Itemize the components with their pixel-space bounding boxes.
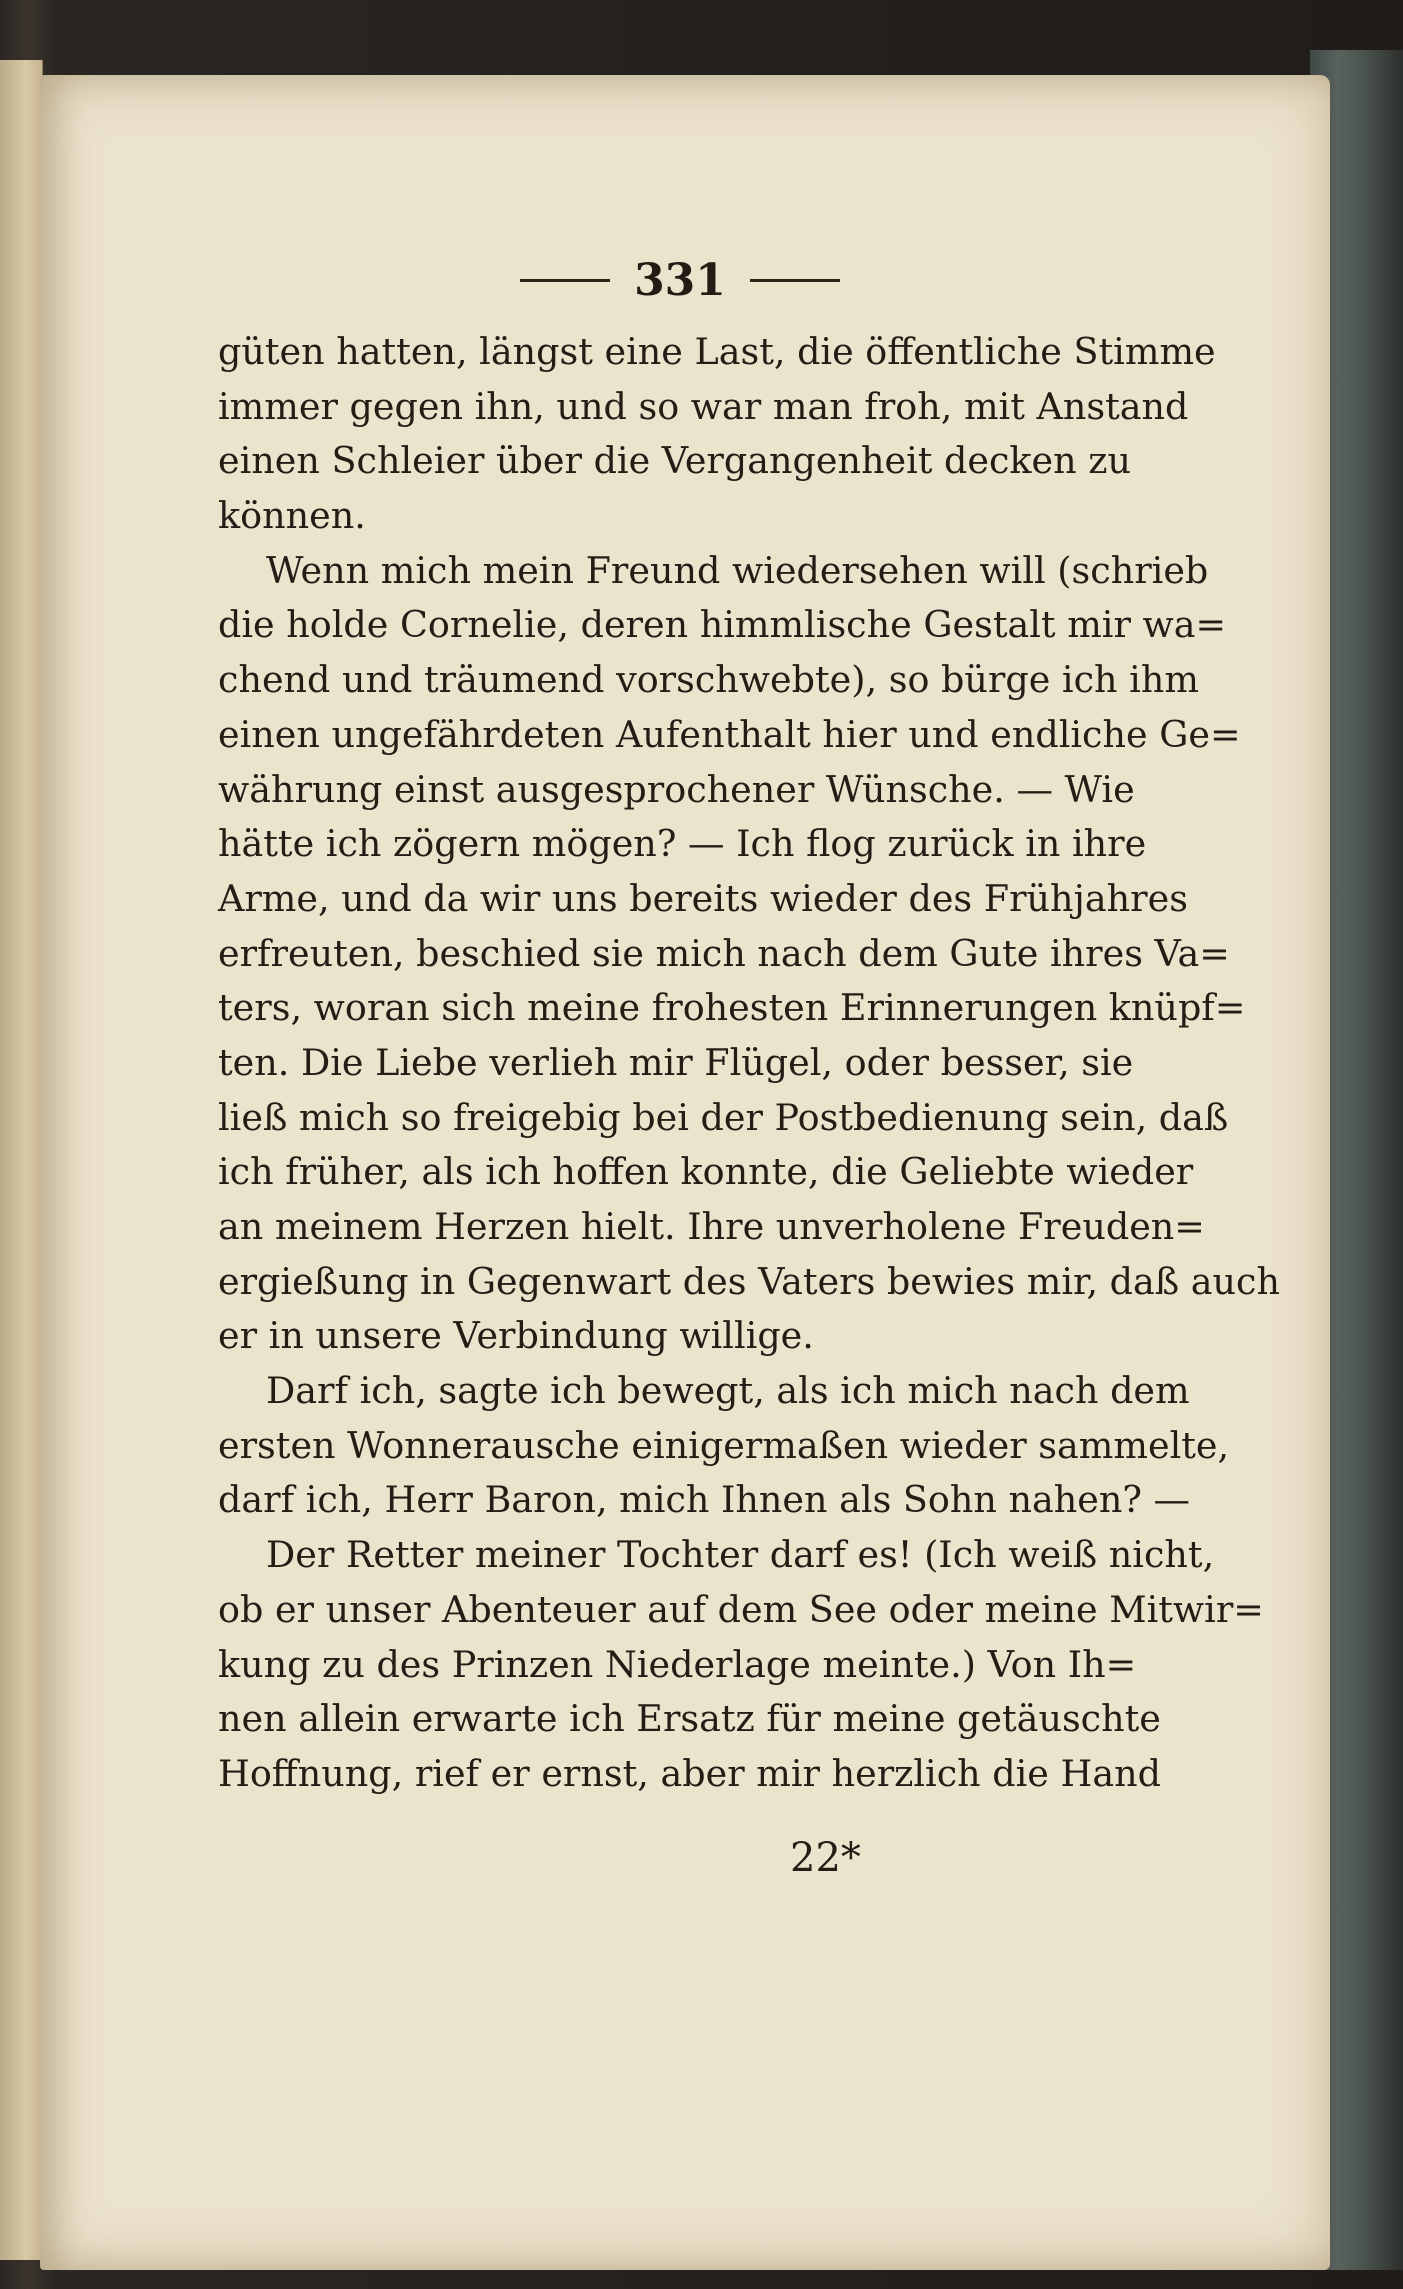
- text-line: Arme, und da wir uns bereits wieder des Frühjahres: [218, 876, 1188, 920]
- text-line: einen ungefährdeten Aufenthalt hier und endliche Ge=: [218, 712, 1241, 756]
- signature-mark: 22*: [790, 1835, 861, 1881]
- text-line: immer gegen ihn, und so war man froh, mit Anstand: [218, 384, 1189, 428]
- text-line: güten hatten, längst eine Last, die öffentliche Stimme: [218, 330, 1216, 373]
- text-line: einen Schleier über die Vergangenheit decken zu: [218, 439, 1131, 483]
- text-line: ters, woran sich meine frohesten Erinnerungen knüpf=: [218, 986, 1246, 1030]
- text-line: können.: [218, 494, 366, 538]
- text-line: an meinem Herzen hielt. Ihre unverholene Freuden=: [218, 1205, 1205, 1248]
- text-line: ob er unser Abenteuer auf dem See oder meine Mitwir=: [218, 1587, 1264, 1631]
- text-line: ich früher, als ich hoffen konnte, die Geliebte wieder: [218, 1150, 1194, 1194]
- text-line: erfreuten, beschied sie mich nach dem Gute ihres Va=: [218, 931, 1230, 975]
- text-line: chend und träumend vorschwebte), so bürge ich ihm: [218, 658, 1199, 702]
- text-line: er in unsere Verbindung willige.: [218, 1314, 814, 1358]
- previous-page-edge: [0, 60, 43, 2260]
- text-line: hätte ich zögern mögen? — Ich flog zurück in ihre: [218, 822, 1147, 866]
- header-rule-right: [750, 279, 840, 282]
- text-line: währung einst ausgesprochener Wünsche. — Wie: [218, 767, 1135, 811]
- text-line: ten. Die Liebe verlieh mir Flügel, oder besser, sie: [218, 1040, 1134, 1084]
- text-line: ließ mich so freigebig bei der Postbedienung sein, daß: [218, 1095, 1229, 1139]
- body-text: [218, 325, 1280, 1802]
- page-header: [520, 250, 840, 310]
- page-number: 331: [634, 254, 726, 306]
- text-line: die holde Cornelie, deren himmlische Gestalt mir wa=: [218, 603, 1227, 647]
- header-rule-left: [520, 279, 610, 282]
- text-line: ersten Wonnerausche einigermaßen wieder sammelte,: [218, 1423, 1230, 1467]
- text-line: nen allein erwarte ich Ersatz für meine getäuschte: [218, 1697, 1161, 1741]
- text-line: Wenn mich mein Freund wiedersehen will (schrieb: [266, 548, 1209, 592]
- text-line: darf ich, Herr Baron, mich Ihnen als Sohn nahen? —: [218, 1478, 1191, 1522]
- text-line: ergießung in Gegenwart des Vaters bewies mir, daß auch: [218, 1259, 1280, 1303]
- text-line: Der Retter meiner Tochter darf es! (Ich weiß nicht,: [266, 1533, 1215, 1577]
- text-line: Darf ich, sagte ich bewegt, als ich mich nach dem: [266, 1369, 1190, 1413]
- text-line: Hoffnung, rief er ernst, aber mir herzlich die Hand: [218, 1751, 1161, 1795]
- text-line: kung zu des Prinzen Niederlage meinte.) Von Ih=: [218, 1642, 1137, 1686]
